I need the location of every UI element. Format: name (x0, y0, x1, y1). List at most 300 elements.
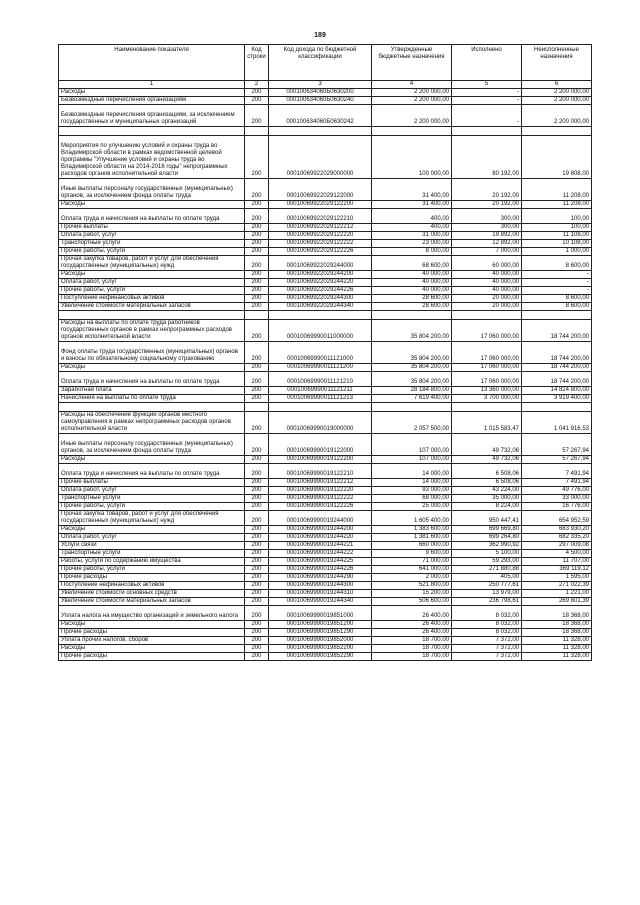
row-line-code: 200 (245, 89, 269, 97)
row-unexecuted-amount: 49 776,00 (522, 487, 592, 495)
table-row (59, 534, 592, 542)
row-approved-amount: 35 804 200,00 (372, 364, 452, 372)
header-line-code: Код строки (245, 45, 269, 81)
row-approved-amount: 18 700,00 (372, 653, 452, 661)
row-unexecuted-amount: - (522, 287, 592, 295)
row-unexecuted-amount: 8 600,00 (522, 303, 592, 311)
row-approved-amount: 93 000,00 (372, 487, 452, 495)
spacer-cell (522, 311, 592, 320)
row-name: Заработная плата (59, 387, 245, 395)
row-name: Безвозмездные перечисления организациям (59, 97, 245, 105)
row-executed-amount: 17 060 000,00 (452, 342, 522, 364)
table-row (59, 606, 592, 621)
row-approved-amount: 25 000,00 (372, 503, 452, 511)
row-approved-amount: 14 000,00 (372, 479, 452, 487)
row-name: Уплата прочих налогов, сборов (59, 637, 245, 645)
row-classification-code: 00010069990019851290 (269, 629, 372, 637)
spacer-row (59, 127, 592, 136)
row-approved-amount: 28 600,00 (372, 295, 452, 303)
row-approved-amount: 2 057 500,00 (372, 412, 452, 434)
row-executed-amount: 12 892,00 (452, 240, 522, 248)
row-unexecuted-amount: 57 267,94 (522, 434, 592, 456)
row-name: Прочие расходы (59, 653, 245, 661)
row-name: Увеличение стоимости материальных запасов (59, 303, 245, 311)
row-unexecuted-amount: 14 824 800,00 (522, 387, 592, 395)
row-approved-amount: 107 000,00 (372, 434, 452, 456)
table-row (59, 224, 592, 232)
row-line-code: 200 (245, 105, 269, 127)
row-line-code: 200 (245, 637, 269, 645)
row-classification-code: 00010069922029122200 (269, 201, 372, 209)
row-approved-amount: 660 000,00 (372, 542, 452, 550)
row-executed-amount: 699 669,80 (452, 526, 522, 534)
row-executed-amount: 8 224,00 (452, 503, 522, 511)
row-unexecuted-amount: 11 208,00 (522, 201, 592, 209)
spacer-cell (269, 311, 372, 320)
table-row (59, 653, 592, 661)
col-number: 3 (269, 81, 372, 89)
row-executed-amount: 20 192,00 (452, 201, 522, 209)
row-unexecuted-amount: 4 500,00 (522, 550, 592, 558)
row-name: Оплата труда и начисления на выплаты по оплате труда (59, 209, 245, 224)
table-row (59, 287, 592, 295)
row-classification-code: 00010069922029244340 (269, 303, 372, 311)
row-name: Иные выплаты персоналу государственных (муниципальных) органов, за исключением фонда оплаты труда (59, 434, 245, 456)
row-name: Безвозмездные перечисления организациям, за исключением государственных и муниципальных организаций (59, 105, 245, 127)
row-line-code: 200 (245, 179, 269, 201)
row-line-code: 200 (245, 136, 269, 179)
row-name: Расходы на выплаты по оплате труда работников государственных органов в рамках непрограммных расходов органов исполнительной власти (59, 320, 245, 342)
row-executed-amount: 8 032,00 (452, 621, 522, 629)
table-row (59, 279, 592, 287)
row-unexecuted-amount: 11 328,00 (522, 645, 592, 653)
table-row (59, 526, 592, 534)
row-executed-amount: 7 372,00 (452, 637, 522, 645)
row-executed-amount: - (452, 97, 522, 105)
row-approved-amount: 40 000,00 (372, 271, 452, 279)
row-line-code: 200 (245, 456, 269, 464)
row-approved-amount: 40 000,00 (372, 279, 452, 287)
row-classification-code: 00010069990019244310 (269, 590, 372, 598)
row-approved-amount: 18 700,00 (372, 645, 452, 653)
row-line-code: 200 (245, 342, 269, 364)
row-name: Расходы (59, 89, 245, 97)
row-unexecuted-amount: 18 368,00 (522, 629, 592, 637)
table-row (59, 434, 592, 456)
row-approved-amount: 15 200,00 (372, 590, 452, 598)
table-row (59, 295, 592, 303)
table-row (59, 479, 592, 487)
spacer-cell (452, 311, 522, 320)
table-row (59, 179, 592, 201)
row-unexecuted-amount: 1 000,00 (522, 248, 592, 256)
row-unexecuted-amount: 7 491,94 (522, 464, 592, 479)
table-row (59, 558, 592, 566)
row-executed-amount: 19 892,00 (452, 232, 522, 240)
row-line-code: 200 (245, 606, 269, 621)
page-number: 189 (314, 32, 326, 39)
row-approved-amount: 521 800,00 (372, 582, 452, 590)
row-classification-code: 00010069922029122226 (269, 248, 372, 256)
row-classification-code: 000100634060Б0630240 (269, 97, 372, 105)
row-classification-code: 00010069990011121210 (269, 372, 372, 387)
row-executed-amount: - (452, 89, 522, 97)
row-approved-amount: 26 400,00 (372, 606, 452, 621)
spacer-cell (372, 127, 452, 136)
row-name: Прочие расходы (59, 629, 245, 637)
row-line-code: 200 (245, 503, 269, 511)
row-name: Оплата работ, услуг (59, 232, 245, 240)
row-approved-amount: 1 605 400,00 (372, 511, 452, 526)
row-approved-amount: 23 000,00 (372, 240, 452, 248)
spacer-cell (59, 403, 245, 412)
row-executed-amount: 17 060 000,00 (452, 372, 522, 387)
table-row (59, 511, 592, 526)
row-unexecuted-amount: 682 335,20 (522, 534, 592, 542)
row-executed-amount: 59 293,00 (452, 558, 522, 566)
row-unexecuted-amount: 369 119,12 (522, 566, 592, 574)
row-line-code: 200 (245, 224, 269, 232)
row-classification-code: 00010069990019122222 (269, 495, 372, 503)
row-name: Прочие выплаты (59, 224, 245, 232)
row-executed-amount: 17 060 000,00 (452, 320, 522, 342)
row-unexecuted-amount: 3 919 400,00 (522, 395, 592, 403)
table-row (59, 495, 592, 503)
row-classification-code: 00010069990019122000 (269, 434, 372, 456)
row-line-code: 200 (245, 558, 269, 566)
row-executed-amount: 20 000,00 (452, 295, 522, 303)
spacer-cell (522, 403, 592, 412)
table-row (59, 240, 592, 248)
row-unexecuted-amount: 683 930,20 (522, 526, 592, 534)
row-line-code: 200 (245, 387, 269, 395)
row-classification-code: 00010069990019244300 (269, 582, 372, 590)
row-executed-amount: 20 000,00 (452, 303, 522, 311)
row-classification-code: 00010069922029244300 (269, 295, 372, 303)
row-classification-code: 00010069922029122222 (269, 240, 372, 248)
row-executed-amount: 49 732,06 (452, 456, 522, 464)
spacer-cell (59, 311, 245, 320)
row-unexecuted-amount: 100,00 (522, 224, 592, 232)
row-approved-amount: 7 619 400,00 (372, 395, 452, 403)
row-classification-code: 00010069990019122226 (269, 503, 372, 511)
row-classification-code: 00010069990019852200 (269, 645, 372, 653)
row-line-code: 200 (245, 574, 269, 582)
row-name: Оплата работ, услуг (59, 487, 245, 495)
row-executed-amount: 271 880,88 (452, 566, 522, 574)
row-approved-amount: 35 804 200,00 (372, 342, 452, 364)
row-unexecuted-amount: 18 744 200,00 (522, 342, 592, 364)
row-approved-amount: 2 200 000,00 (372, 97, 452, 105)
table-row (59, 201, 592, 209)
row-line-code: 200 (245, 295, 269, 303)
row-approved-amount: 35 804 200,00 (372, 372, 452, 387)
table-row (59, 637, 592, 645)
table-header (59, 45, 592, 81)
table-row (59, 574, 592, 582)
row-name: Начисления на выплаты по оплате труда (59, 395, 245, 403)
table-row (59, 271, 592, 279)
row-unexecuted-amount: 271 022,39 (522, 582, 592, 590)
header-name: Наименование показателя (59, 45, 245, 81)
row-classification-code: 00010069922029244200 (269, 271, 372, 279)
row-line-code: 200 (245, 279, 269, 287)
header-unexecuted: Неисполненные назначения (522, 45, 592, 81)
row-unexecuted-amount: 297 009,08 (522, 542, 592, 550)
row-executed-amount: 236 798,61 (452, 598, 522, 606)
col-number: 2 (245, 81, 269, 89)
table-row (59, 412, 592, 434)
row-executed-amount: 5 100,00 (452, 550, 522, 558)
row-unexecuted-amount: 2 200 000,00 (522, 97, 592, 105)
row-approved-amount: 400,00 (372, 209, 452, 224)
row-name: Прочая закупка товаров, работ и услуг для обеспечения государственных (муниципальных) нужд (59, 256, 245, 271)
row-name: Работы, услуги по содержанию имущества (59, 558, 245, 566)
row-executed-amount: 7 372,00 (452, 645, 522, 653)
header-classification-code: Код дохода по бюджетной классификации (269, 45, 372, 81)
budget-execution-table (58, 44, 592, 661)
row-classification-code: 00010069990019244200 (269, 526, 372, 534)
table-body (59, 81, 592, 661)
row-executed-amount: 17 060 000,00 (452, 364, 522, 372)
row-name: Оплата работ, услуг (59, 279, 245, 287)
row-name: Увеличение стоимости основных средств (59, 590, 245, 598)
table-row (59, 487, 592, 495)
row-approved-amount: 14 000,00 (372, 464, 452, 479)
row-executed-amount: 7 000,00 (452, 248, 522, 256)
row-line-code: 200 (245, 542, 269, 550)
row-name: Услуги связи (59, 542, 245, 550)
row-executed-amount: 40 000,00 (452, 287, 522, 295)
row-name: Прочие выплаты (59, 479, 245, 487)
row-unexecuted-amount: 654 952,59 (522, 511, 592, 526)
row-classification-code: 00010069990019244221 (269, 542, 372, 550)
row-executed-amount: 40 000,00 (452, 271, 522, 279)
row-unexecuted-amount: 100,00 (522, 209, 592, 224)
row-approved-amount: 28 184 800,00 (372, 387, 452, 395)
row-classification-code: 00010069990019000000 (269, 412, 372, 434)
row-executed-amount: 3 700 000,00 (452, 395, 522, 403)
spacer-cell (269, 403, 372, 412)
row-line-code: 200 (245, 598, 269, 606)
table-row (59, 136, 592, 179)
row-line-code: 200 (245, 645, 269, 653)
row-line-code: 200 (245, 550, 269, 558)
row-classification-code: 00010069990019851200 (269, 621, 372, 629)
row-approved-amount: 100 000,00 (372, 136, 452, 179)
table-row (59, 566, 592, 574)
table-row (59, 387, 592, 395)
row-classification-code: 00010069990011121211 (269, 387, 372, 395)
row-line-code: 200 (245, 97, 269, 105)
header-executed: Исполнено (452, 45, 522, 81)
row-classification-code: 00010069990019244220 (269, 534, 372, 542)
row-executed-amount: 35 000,00 (452, 495, 522, 503)
row-unexecuted-amount: 11 328,00 (522, 637, 592, 645)
row-unexecuted-amount: 11 328,00 (522, 653, 592, 661)
table-row (59, 621, 592, 629)
row-executed-amount: 250 777,61 (452, 582, 522, 590)
table-row (59, 232, 592, 240)
table-row (59, 372, 592, 387)
row-name: Прочая закупка товаров, работ и услуг для обеспечения государственных (муниципальных) нужд (59, 511, 245, 526)
row-line-code: 200 (245, 566, 269, 574)
row-executed-amount: 8 032,00 (452, 606, 522, 621)
row-name: Фонд оплаты труда государственных (муниципальных) органов и взносы по обязательному социальному страхованию (59, 342, 245, 364)
row-approved-amount: 2 200 000,00 (372, 89, 452, 97)
row-line-code: 200 (245, 395, 269, 403)
table-row (59, 645, 592, 653)
row-executed-amount: 13 979,00 (452, 590, 522, 598)
table-row (59, 320, 592, 342)
row-name: Прочие работы, услуги (59, 503, 245, 511)
row-classification-code: 00010069990019122210 (269, 464, 372, 479)
row-approved-amount: 641 000,00 (372, 566, 452, 574)
row-line-code: 200 (245, 256, 269, 271)
row-approved-amount: 28 600,00 (372, 303, 452, 311)
spacer-cell (59, 127, 245, 136)
row-unexecuted-amount: - (522, 271, 592, 279)
table-row (59, 542, 592, 550)
row-classification-code: 00010069990019122200 (269, 456, 372, 464)
row-classification-code: 00010069990019244340 (269, 598, 372, 606)
spacer-cell (245, 127, 269, 136)
row-classification-code: 00010069990019244290 (269, 574, 372, 582)
row-unexecuted-amount: 10 108,00 (522, 240, 592, 248)
row-name: Транспортные услуги (59, 550, 245, 558)
row-unexecuted-amount: 33 000,00 (522, 495, 592, 503)
table-row (59, 89, 592, 97)
row-approved-amount: 26 400,00 (372, 629, 452, 637)
row-executed-amount: 80 192,00 (452, 136, 522, 179)
table-row (59, 303, 592, 311)
row-classification-code: 00010069990019244226 (269, 566, 372, 574)
row-executed-amount: 362 990,92 (452, 542, 522, 550)
row-unexecuted-amount: 11 208,00 (522, 179, 592, 201)
spacer-cell (452, 127, 522, 136)
header-approved: Утвержденные бюджетные назначения (372, 45, 452, 81)
row-line-code: 200 (245, 464, 269, 479)
row-approved-amount: 1 381 600,00 (372, 534, 452, 542)
table-row (59, 395, 592, 403)
row-name: Расходы (59, 456, 245, 464)
row-executed-amount: 950 447,41 (452, 511, 522, 526)
spacer-cell (372, 403, 452, 412)
table-row (59, 456, 592, 464)
table-row (59, 464, 592, 479)
table-row (59, 97, 592, 105)
row-executed-amount: 43 224,00 (452, 487, 522, 495)
row-classification-code: 00010069990019852000 (269, 637, 372, 645)
row-executed-amount: 20 192,00 (452, 179, 522, 201)
row-executed-amount: 6 508,06 (452, 464, 522, 479)
row-classification-code: 00010069922029244000 (269, 256, 372, 271)
spacer-row (59, 403, 592, 412)
row-approved-amount: 18 700,00 (372, 637, 452, 645)
row-line-code: 200 (245, 495, 269, 503)
table-row (59, 209, 592, 224)
row-approved-amount: 8 000,00 (372, 248, 452, 256)
row-executed-amount: - (452, 105, 522, 127)
spacer-cell (269, 127, 372, 136)
row-unexecuted-amount: 269 801,39 (522, 598, 592, 606)
row-line-code: 200 (245, 303, 269, 311)
row-classification-code: 000100634060Б0630200 (269, 89, 372, 97)
row-line-code: 200 (245, 621, 269, 629)
row-approved-amount: 400,00 (372, 224, 452, 232)
row-classification-code: 00010069922029122000 (269, 179, 372, 201)
row-classification-code: 00010069922029122210 (269, 209, 372, 224)
row-executed-amount: 300,00 (452, 209, 522, 224)
table-row (59, 582, 592, 590)
row-name: Прочие расходы (59, 574, 245, 582)
row-classification-code: 00010069990019122212 (269, 479, 372, 487)
row-name: Расходы (59, 621, 245, 629)
row-line-code: 200 (245, 487, 269, 495)
row-executed-amount: 13 360 000,00 (452, 387, 522, 395)
row-classification-code: 00010069990019244000 (269, 511, 372, 526)
row-name: Расходы (59, 526, 245, 534)
table-row (59, 256, 592, 271)
row-approved-amount: 68 000,00 (372, 495, 452, 503)
row-unexecuted-amount: 18 744 200,00 (522, 372, 592, 387)
table-row (59, 105, 592, 127)
row-name: Уплата налога на имущество организаций и земельного налога (59, 606, 245, 621)
spacer-cell (245, 403, 269, 412)
row-name: Поступление нефинансовых активов (59, 582, 245, 590)
row-line-code: 200 (245, 372, 269, 387)
row-executed-amount: 60 000,00 (452, 256, 522, 271)
row-unexecuted-amount: 8 600,00 (522, 256, 592, 271)
row-name: Расходы на обеспечение функций органов местного самоуправления в рамках непрограммных расходов органов исполнительной власти (59, 412, 245, 434)
row-classification-code: 00010069990019122220 (269, 487, 372, 495)
row-line-code: 200 (245, 232, 269, 240)
table-row (59, 590, 592, 598)
row-name: Оплата труда и начисления на выплаты по оплате труда (59, 464, 245, 479)
row-line-code: 200 (245, 271, 269, 279)
row-approved-amount: 71 000,00 (372, 558, 452, 566)
col-number: 1 (59, 81, 245, 89)
row-line-code: 200 (245, 412, 269, 434)
row-name: Расходы (59, 645, 245, 653)
row-approved-amount: 9 600,00 (372, 550, 452, 558)
row-approved-amount: 2 000,00 (372, 574, 452, 582)
row-unexecuted-amount: 1 041 916,53 (522, 412, 592, 434)
row-approved-amount: 31 400,00 (372, 201, 452, 209)
row-line-code: 200 (245, 526, 269, 534)
row-executed-amount: 8 032,00 (452, 629, 522, 637)
row-unexecuted-amount: 19 808,00 (522, 136, 592, 179)
row-executed-amount: 699 264,80 (452, 534, 522, 542)
row-unexecuted-amount: 18 368,00 (522, 621, 592, 629)
row-line-code: 200 (245, 511, 269, 526)
col-number: 4 (372, 81, 452, 89)
col-number: 6 (522, 81, 592, 89)
row-classification-code: 00010069922029244226 (269, 287, 372, 295)
row-approved-amount: 1 383 600,00 (372, 526, 452, 534)
row-unexecuted-amount: 1 595,00 (522, 574, 592, 582)
row-unexecuted-amount: 18 744 200,00 (522, 364, 592, 372)
row-name: Прочие работы, услуги (59, 248, 245, 256)
row-approved-amount: 40 000,00 (372, 287, 452, 295)
table-row (59, 629, 592, 637)
row-unexecuted-amount: 57 267,94 (522, 456, 592, 464)
row-classification-code: 00010069990011000000 (269, 320, 372, 342)
row-name: Поступление нефинансовых активов (59, 295, 245, 303)
row-approved-amount: 107 000,00 (372, 456, 452, 464)
row-unexecuted-amount: 2 200 000,00 (522, 89, 592, 97)
row-executed-amount: 49 732,06 (452, 434, 522, 456)
